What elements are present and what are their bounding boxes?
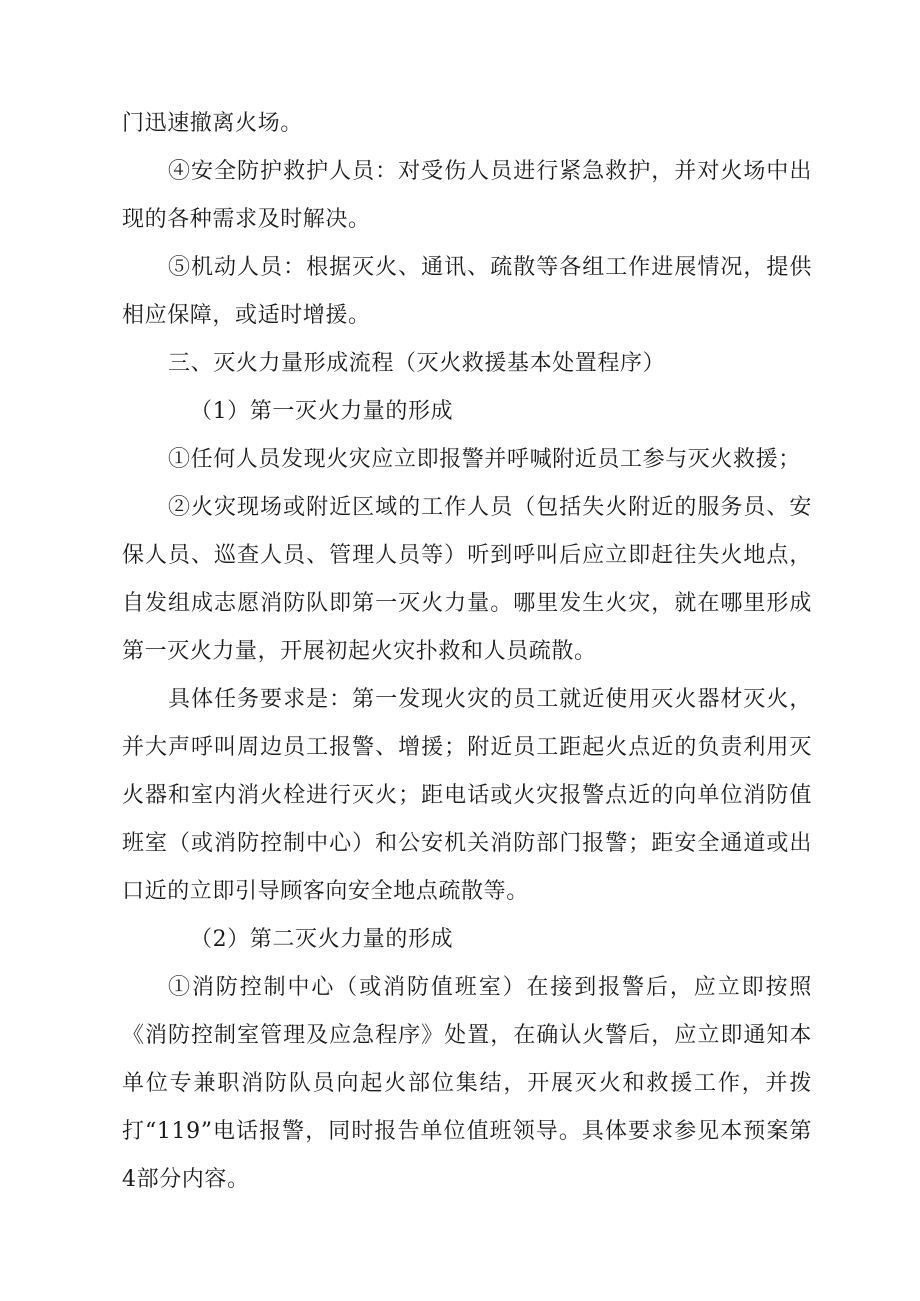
- paragraph-first-alarm: ①任何人员发现火灾应立即报警并呼喊附近员工参与灭火救援；: [168, 447, 801, 472]
- paragraph-safety-rescue: ④安全防护救护人员：对受伤人员进行紧急救护，并对火场中出现的各种需求及时解决。: [122, 159, 812, 232]
- paragraph-first-force-formation: ②火灾现场或附近区域的工作人员（包括失火附近的服务员、安保人员、巡查人员、管理人员等）听到呼叫后应立即赶往失火地点，自发组成志愿消防队即第一灭火力量。哪里发生火灾，就在哪里形成第一灭火力量，开展初起火灾扑救和人员疏散。: [122, 495, 812, 664]
- paragraph-continuation: 门迅速撤离火场。: [122, 111, 303, 136]
- paragraph-task-requirements: 具体任务要求是：第一发现火灾的员工就近使用灭火器材灭火，并大声呼叫周边员工报警、增援；附近员工距起火点近的负责利用灭火器和室内消火栓进行灭火；距电话或火灾报警点近的向单位消防值班室（或消防控制中心）和公安机关消防部门报警；距安全通道或出口近的立即引导顾客向安全地点疏散等。: [122, 687, 812, 904]
- paragraph-control-center: ①消防控制中心（或消防值班室）在接到报警后，应立即按照《消防控制室管理及应急程序》处置，在确认火警后，应立即通知本单位专兼职消防队员向起火部位集结，开展灭火和救援工作，并拨打“119”电话报警，同时报告单位值班领导。具体要求参见本预案第4部分内容。: [122, 975, 812, 1192]
- subsection-heading-second-force: （2）第二灭火力量的形成: [190, 927, 454, 952]
- section-heading-3: 三、灭火力量形成流程（灭火救援基本处置程序）: [168, 351, 666, 376]
- subsection-heading-first-force: （1）第一灭火力量的形成: [190, 399, 454, 424]
- paragraph-mobile-personnel: ⑤机动人员：根据灭火、通讯、疏散等各组工作进展情况，提供相应保障，或适时增援。: [122, 255, 812, 328]
